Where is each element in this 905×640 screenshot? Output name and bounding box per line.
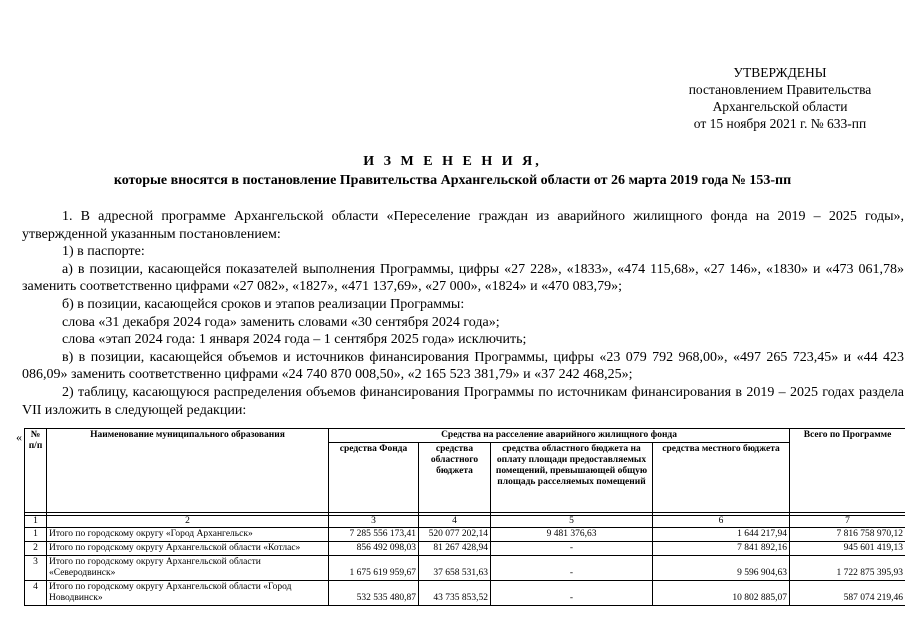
paragraph-2: 1) в паспорте: [62,244,145,260]
header-num: № п/п [25,429,47,513]
header-regional: средства областного бюджета [419,443,491,513]
paragraph-4: б) в позиции, касающейся сроков и этапов реализации Программы: [62,296,465,312]
table-row [25,581,905,606]
row-regional-extra: - [491,581,653,606]
row-fund: 856 492 098,03 [329,542,419,556]
row-number: 2 [25,542,47,556]
row-total: 945 601 419,13 [790,542,905,556]
row-total: 7 816 758 970,12 [790,528,905,542]
row-fund: 1 675 619 959,67 [329,556,419,581]
row-number: 1 [25,528,47,542]
header-total: Всего по Программе [790,429,905,513]
row-name: Итого по городскому округу «Город Архангельск» [47,528,329,542]
row-regional-extra: - [491,556,653,581]
approval-block [660,64,900,132]
row-regional: 37 658 531,63 [419,556,491,581]
row-fund: 7 285 556 173,41 [329,528,419,542]
row-regional: 520 077 202,14 [419,528,491,542]
paragraph-6: слова «этап 2024 года: 1 января 2024 года – 1 сентября 2025 года» исключить; [62,332,527,348]
row-local: 9 596 904,63 [653,556,790,581]
document-subtitle: которые вносятся в постановление Правительства Архангельской области от 26 марта 2019 года № 153-пп [113,173,792,188]
table-row [25,528,905,542]
approval-line-2: постановлением Правительства [688,82,872,97]
column-number: 7 [790,516,905,528]
column-number: 5 [491,516,653,528]
header-regional-extra: средства областного бюджета на оплату площади предоставляемых помещений, превышающей общую площадь расселяемых помещений [491,443,653,513]
row-number: 3 [25,556,47,581]
approval-line-4: от 15 ноября 2021 г. № 633-пп [693,116,867,131]
row-local: 7 841 892,16 [653,542,790,556]
table-row [25,542,905,556]
row-regional-extra: - [491,542,653,556]
approval-line-3: Архангельской области [712,99,848,114]
row-regional: 43 735 853,52 [419,581,491,606]
header-local: средства местного бюджета [653,443,790,513]
paragraph-1: 1. В адресной программе Архангельской области «Переселение граждан из аварийного жилищного фонда на 2019 – 2025 годы», утвержденной указанным постановлением: [22,209,904,242]
table-header-row-1 [25,429,905,443]
row-name: Итого по городскому округу Архангельской области «Северодвинск» [47,556,329,581]
row-regional: 81 267 428,94 [419,542,491,556]
column-number: 3 [329,516,419,528]
row-total: 1 722 875 395,93 [790,556,905,581]
column-number: 2 [47,516,329,528]
column-number-row [25,516,905,528]
header-group: Средства на расселение аварийного жилищного фонда [329,429,790,443]
row-total: 587 074 219,46 [790,581,905,606]
table-open-quote: « [16,430,22,444]
approval-line-1: УТВЕРЖДЕНЫ [733,65,827,80]
paragraph-8: 2) таблицу, касающуюся распределения объемов финансирования Программы по источникам финансирования в 2019 – 2025 годах раздела VII изложить в следующей редакции: [22,384,904,418]
financing-table [24,428,905,606]
paragraph-3: а) в позиции, касающейся показателей выполнения Программы, цифры «27 228», «1833», «474 115,68», «27 146», «1830» и «473 061,78» заменить соответственно цифрами «27 082», «1827», «471 137,69», «27 000», «1824» и «470 083,79»; [22,261,904,295]
column-number: 1 [25,516,47,528]
row-name: Итого по городскому округу Архангельской области «Город Новодвинск» [47,581,329,606]
table-row [25,556,905,581]
column-number: 4 [419,516,491,528]
row-regional-extra: 9 481 376,63 [491,528,653,542]
document-body [22,208,904,419]
row-number: 4 [25,581,47,606]
document-title: И З М Е Н Е Н И Я, [363,154,542,169]
paragraph-5: слова «31 декабря 2024 года» заменить словами «30 сентября 2024 года»; [62,314,500,330]
row-local: 10 802 885,07 [653,581,790,606]
row-fund: 532 535 480,87 [329,581,419,606]
header-name: Наименование муниципального образования [47,429,329,513]
column-number: 6 [653,516,790,528]
header-fund: средства Фонда [329,443,419,513]
row-name: Итого по городскому округу Архангельской области «Котлас» [47,542,329,556]
paragraph-7: в) в позиции, касающейся объемов и источников финансирования Программы, цифры «23 079 792 968,00», «497 265 723,45» и «44 423 086,09» заменить соответственно цифрами «24 740 870 008,50», «2 165 523 381,79» и «37 242 468,25»; [22,349,904,383]
row-local: 1 644 217,94 [653,528,790,542]
